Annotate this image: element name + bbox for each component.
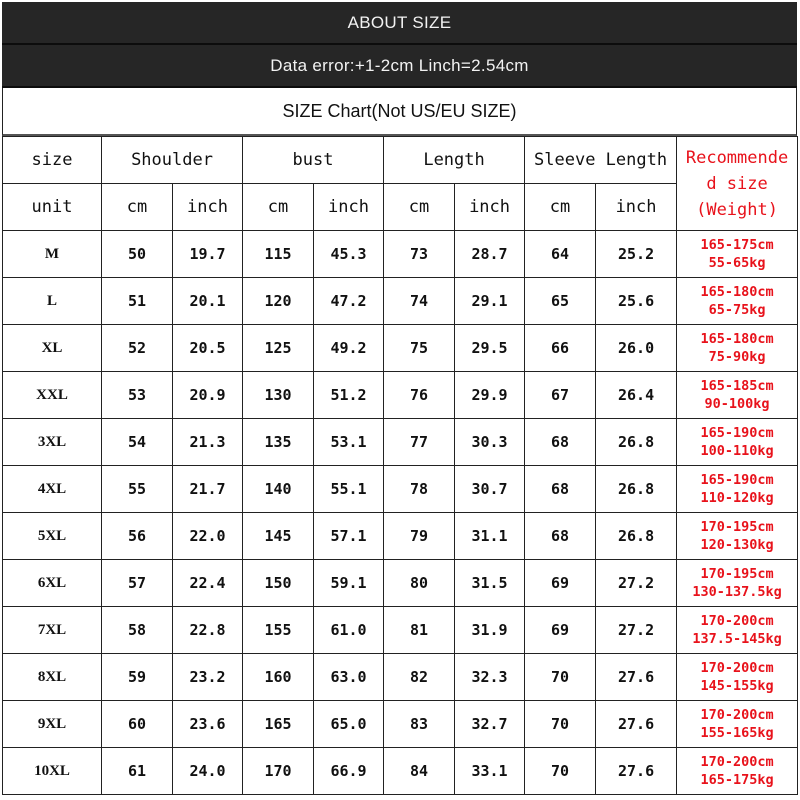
sleeve-cm-cell: 69 <box>525 560 596 607</box>
length-inch-cell: 32.3 <box>455 654 525 701</box>
unit-sleeve-inch: inch <box>596 184 677 231</box>
recommended-cell <box>677 466 798 513</box>
shoulder-cm-cell: 57 <box>102 560 173 607</box>
recommended-weight: 90-100kg <box>704 396 770 412</box>
bust-inch-cell: 59.1 <box>314 560 384 607</box>
sleeve-cm-cell: 70 <box>525 701 596 748</box>
col-header-unit: unit <box>3 184 102 231</box>
recommended-weight: 130-137.5kg <box>692 584 782 600</box>
length-inch-cell: 30.3 <box>455 419 525 466</box>
bust-inch-cell: 49.2 <box>314 325 384 372</box>
shoulder-cm-cell: 56 <box>102 513 173 560</box>
recommended-weight: 75-90kg <box>708 349 766 365</box>
bust-cm-cell: 140 <box>243 466 314 513</box>
recommended-weight: 165-175kg <box>700 772 774 788</box>
shoulder-cm-cell: 58 <box>102 607 173 654</box>
length-inch-cell: 28.7 <box>455 231 525 278</box>
unit-length-inch: inch <box>455 184 525 231</box>
shoulder-cm-cell: 53 <box>102 372 173 419</box>
bust-inch-cell: 55.1 <box>314 466 384 513</box>
shoulder-inch-cell: 22.4 <box>173 560 243 607</box>
bust-inch-cell: 45.3 <box>314 231 384 278</box>
length-cm-cell: 77 <box>384 419 455 466</box>
bust-cm-cell: 150 <box>243 560 314 607</box>
bust-inch-cell: 63.0 <box>314 654 384 701</box>
bust-inch-cell: 65.0 <box>314 701 384 748</box>
recommended-weight: 55-65kg <box>708 255 766 271</box>
table-row <box>3 372 798 419</box>
length-cm-cell: 73 <box>384 231 455 278</box>
header-row-measure <box>3 137 798 184</box>
sleeve-cm-cell: 67 <box>525 372 596 419</box>
sleeve-inch-cell: 27.6 <box>596 748 677 795</box>
recommended-cell <box>677 701 798 748</box>
length-inch-cell: 29.1 <box>455 278 525 325</box>
recommended-line-2: d size <box>706 173 768 194</box>
bust-cm-cell: 160 <box>243 654 314 701</box>
shoulder-inch-cell: 20.9 <box>173 372 243 419</box>
shoulder-inch-cell: 20.5 <box>173 325 243 372</box>
chart-subtitle: SIZE Chart(Not US/EU SIZE) <box>282 100 517 121</box>
length-cm-cell: 78 <box>384 466 455 513</box>
size-cell: 8XL <box>3 654 102 701</box>
length-cm-cell: 76 <box>384 372 455 419</box>
bust-cm-cell: 115 <box>243 231 314 278</box>
recommended-cell <box>677 748 798 795</box>
length-cm-cell: 80 <box>384 560 455 607</box>
length-cm-cell: 75 <box>384 325 455 372</box>
bust-inch-cell: 51.2 <box>314 372 384 419</box>
length-cm-cell: 79 <box>384 513 455 560</box>
recommended-weight: 120-130kg <box>700 537 774 553</box>
sleeve-inch-cell: 26.0 <box>596 325 677 372</box>
sleeve-inch-cell: 27.2 <box>596 560 677 607</box>
shoulder-cm-cell: 59 <box>102 654 173 701</box>
sleeve-cm-cell: 64 <box>525 231 596 278</box>
recommended-cell <box>677 607 798 654</box>
sleeve-cm-cell: 68 <box>525 513 596 560</box>
recommended-weight: 155-165kg <box>700 725 774 741</box>
recommended-weight: 110-120kg <box>700 490 774 506</box>
size-cell: 7XL <box>3 607 102 654</box>
recommended-height: 170-200cm <box>700 613 774 629</box>
sleeve-cm-cell: 65 <box>525 278 596 325</box>
shoulder-cm-cell: 60 <box>102 701 173 748</box>
recommended-cell <box>677 325 798 372</box>
sleeve-inch-cell: 26.8 <box>596 466 677 513</box>
shoulder-inch-cell: 21.3 <box>173 419 243 466</box>
bust-cm-cell: 170 <box>243 748 314 795</box>
shoulder-inch-cell: 24.0 <box>173 748 243 795</box>
size-chart <box>2 2 797 795</box>
length-inch-cell: 29.9 <box>455 372 525 419</box>
length-inch-cell: 31.5 <box>455 560 525 607</box>
recommended-height: 165-175cm <box>700 237 774 253</box>
recommended-height: 165-190cm <box>700 425 774 441</box>
title-band <box>2 2 797 45</box>
recommended-height: 170-200cm <box>700 754 774 770</box>
sleeve-inch-cell: 25.6 <box>596 278 677 325</box>
sleeve-cm-cell: 68 <box>525 466 596 513</box>
sleeve-inch-cell: 26.8 <box>596 513 677 560</box>
shoulder-inch-cell: 23.6 <box>173 701 243 748</box>
shoulder-cm-cell: 51 <box>102 278 173 325</box>
col-header-shoulder: Shoulder <box>102 137 243 184</box>
recommended-height: 165-180cm <box>700 331 774 347</box>
table-row <box>3 560 798 607</box>
bust-cm-cell: 145 <box>243 513 314 560</box>
recommended-cell <box>677 560 798 607</box>
size-cell: 9XL <box>3 701 102 748</box>
recommended-line-3: (Weight) <box>696 199 778 220</box>
table-row <box>3 278 798 325</box>
recommended-height: 170-195cm <box>700 566 774 582</box>
sleeve-inch-cell: 27.6 <box>596 654 677 701</box>
col-header-recommended <box>677 137 798 231</box>
size-table <box>2 136 798 795</box>
length-cm-cell: 83 <box>384 701 455 748</box>
size-cell: 10XL <box>3 748 102 795</box>
length-inch-cell: 30.7 <box>455 466 525 513</box>
shoulder-cm-cell: 50 <box>102 231 173 278</box>
size-cell: L <box>3 278 102 325</box>
length-inch-cell: 32.7 <box>455 701 525 748</box>
table-row <box>3 513 798 560</box>
note-band <box>2 45 797 88</box>
recommended-height: 170-200cm <box>700 707 774 723</box>
recommended-cell <box>677 278 798 325</box>
table-row <box>3 654 798 701</box>
length-cm-cell: 81 <box>384 607 455 654</box>
recommended-height: 170-200cm <box>700 660 774 676</box>
col-header-size: size <box>3 137 102 184</box>
sleeve-inch-cell: 26.4 <box>596 372 677 419</box>
sleeve-inch-cell: 27.2 <box>596 607 677 654</box>
bust-cm-cell: 155 <box>243 607 314 654</box>
data-error-note: Data error:+1-2cm Linch=2.54cm <box>270 55 529 75</box>
bust-cm-cell: 120 <box>243 278 314 325</box>
size-cell: XXL <box>3 372 102 419</box>
size-cell: M <box>3 231 102 278</box>
col-header-length: Length <box>384 137 525 184</box>
bust-inch-cell: 66.9 <box>314 748 384 795</box>
sleeve-inch-cell: 27.6 <box>596 701 677 748</box>
table-row <box>3 325 798 372</box>
recommended-cell <box>677 372 798 419</box>
shoulder-cm-cell: 52 <box>102 325 173 372</box>
recommended-cell <box>677 419 798 466</box>
recommended-weight: 65-75kg <box>708 302 766 318</box>
size-cell: 5XL <box>3 513 102 560</box>
bust-inch-cell: 47.2 <box>314 278 384 325</box>
col-header-sleeve-length: Sleeve Length <box>525 137 677 184</box>
shoulder-cm-cell: 61 <box>102 748 173 795</box>
table-row <box>3 701 798 748</box>
size-cell: 4XL <box>3 466 102 513</box>
recommended-height: 165-180cm <box>700 284 774 300</box>
shoulder-cm-cell: 55 <box>102 466 173 513</box>
sleeve-cm-cell: 70 <box>525 654 596 701</box>
recommended-line-1: Recommende <box>685 147 789 168</box>
table-row <box>3 231 798 278</box>
recommended-height: 165-190cm <box>700 472 774 488</box>
col-header-bust: bust <box>243 137 384 184</box>
recommended-weight: 100-110kg <box>700 443 774 459</box>
unit-shoulder-cm: cm <box>102 184 173 231</box>
bust-cm-cell: 125 <box>243 325 314 372</box>
bust-cm-cell: 165 <box>243 701 314 748</box>
table-row <box>3 466 798 513</box>
table-row <box>3 419 798 466</box>
shoulder-inch-cell: 19.7 <box>173 231 243 278</box>
bust-cm-cell: 135 <box>243 419 314 466</box>
length-cm-cell: 74 <box>384 278 455 325</box>
length-inch-cell: 31.9 <box>455 607 525 654</box>
recommended-cell <box>677 513 798 560</box>
table-row <box>3 607 798 654</box>
length-inch-cell: 31.1 <box>455 513 525 560</box>
shoulder-inch-cell: 23.2 <box>173 654 243 701</box>
unit-length-cm: cm <box>384 184 455 231</box>
unit-shoulder-inch: inch <box>173 184 243 231</box>
shoulder-inch-cell: 22.8 <box>173 607 243 654</box>
bust-inch-cell: 53.1 <box>314 419 384 466</box>
sleeve-cm-cell: 66 <box>525 325 596 372</box>
unit-sleeve-cm: cm <box>525 184 596 231</box>
table-row <box>3 748 798 795</box>
recommended-cell <box>677 231 798 278</box>
length-cm-cell: 82 <box>384 654 455 701</box>
chart-title: ABOUT SIZE <box>347 12 452 32</box>
size-cell: 3XL <box>3 419 102 466</box>
recommended-height: 170-195cm <box>700 519 774 535</box>
recommended-weight: 137.5-145kg <box>692 631 782 647</box>
shoulder-inch-cell: 21.7 <box>173 466 243 513</box>
sleeve-inch-cell: 25.2 <box>596 231 677 278</box>
sleeve-cm-cell: 70 <box>525 748 596 795</box>
size-cell: XL <box>3 325 102 372</box>
shoulder-inch-cell: 20.1 <box>173 278 243 325</box>
length-inch-cell: 29.5 <box>455 325 525 372</box>
recommended-cell <box>677 654 798 701</box>
length-inch-cell: 33.1 <box>455 748 525 795</box>
bust-inch-cell: 61.0 <box>314 607 384 654</box>
sleeve-cm-cell: 69 <box>525 607 596 654</box>
size-cell: 6XL <box>3 560 102 607</box>
recommended-height: 165-185cm <box>700 378 774 394</box>
sleeve-cm-cell: 68 <box>525 419 596 466</box>
length-cm-cell: 84 <box>384 748 455 795</box>
shoulder-inch-cell: 22.0 <box>173 513 243 560</box>
bust-inch-cell: 57.1 <box>314 513 384 560</box>
recommended-weight: 145-155kg <box>700 678 774 694</box>
sleeve-inch-cell: 26.8 <box>596 419 677 466</box>
bust-cm-cell: 130 <box>243 372 314 419</box>
unit-bust-inch: inch <box>314 184 384 231</box>
shoulder-cm-cell: 54 <box>102 419 173 466</box>
unit-bust-cm: cm <box>243 184 314 231</box>
subtitle-band <box>2 88 797 136</box>
